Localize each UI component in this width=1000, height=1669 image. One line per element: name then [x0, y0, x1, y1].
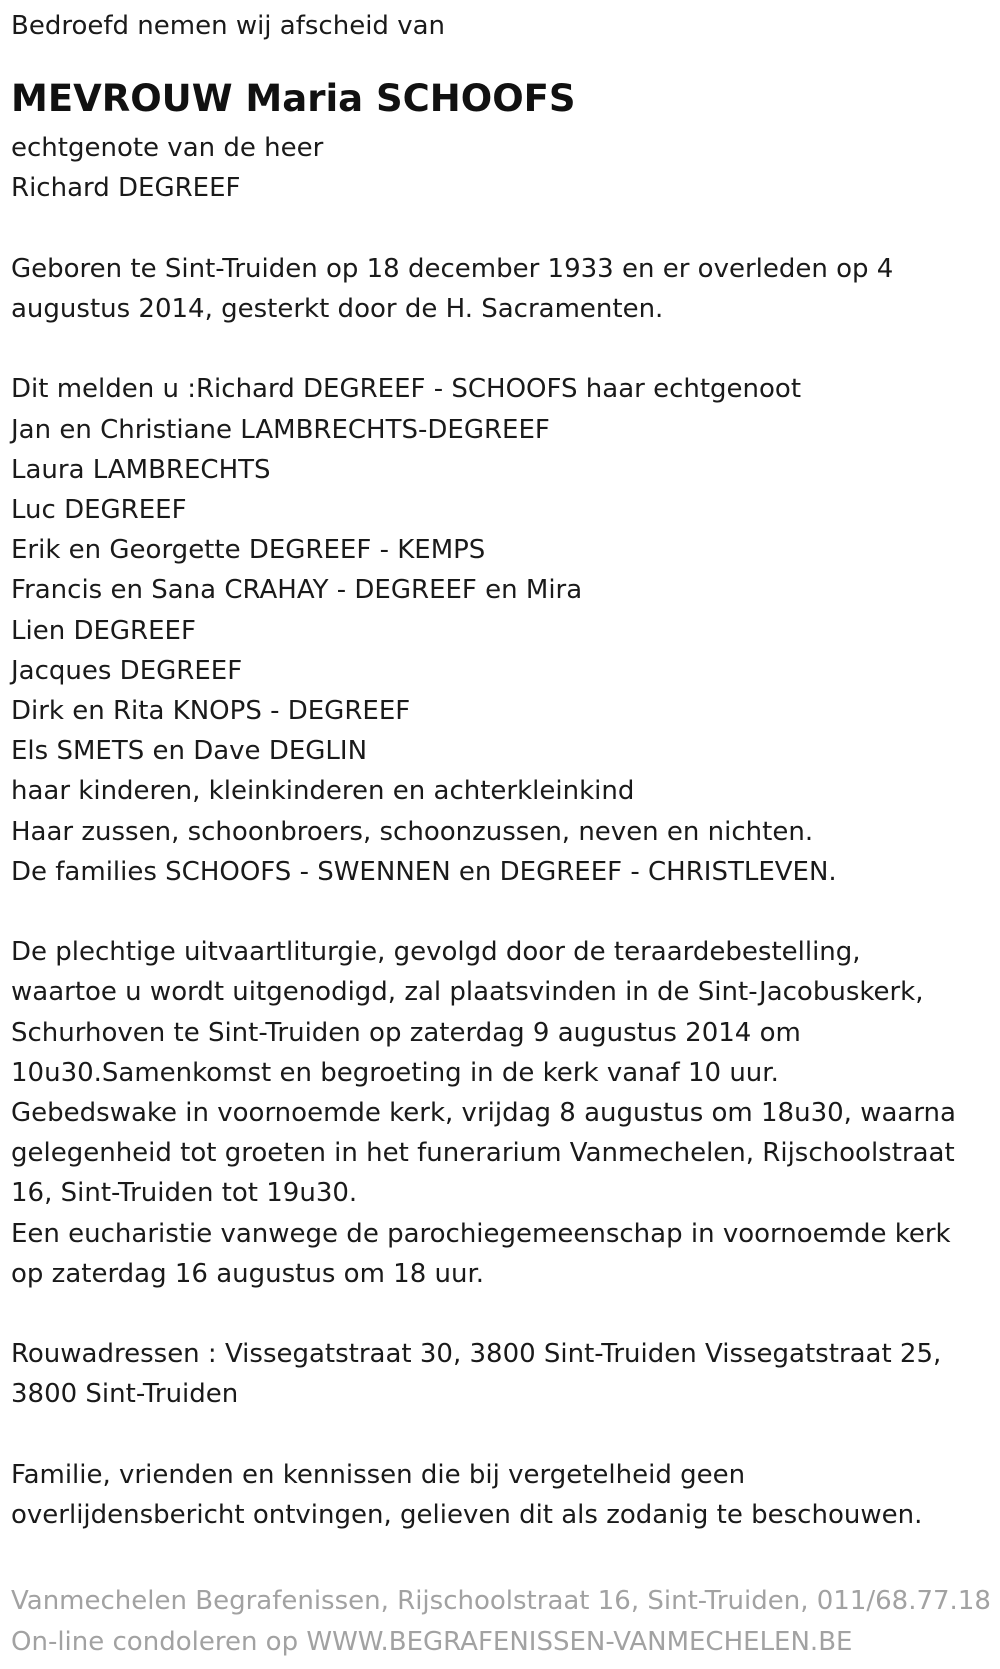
spacer	[11, 1415, 1000, 1455]
closing-line: Familie, vrienden en kennissen die bij vergetelheid geen	[11, 1459, 746, 1490]
spacer	[11, 209, 1000, 249]
family-line: Erik en Georgette DEGREEF - KEMPS	[11, 535, 486, 566]
family-line: Jan en Christiane LAMBRECHTS-DEGREEF	[11, 414, 550, 445]
family-line: Jacques DEGREEF	[11, 655, 243, 686]
birth-line: augustus 2014, gesterkt door de H. Sacramenten.	[11, 294, 664, 324]
ceremony-line: Een eucharistie vanwege de parochiegemeenschap in voornoemde kerk	[11, 1218, 951, 1249]
funeral-home-footer	[11, 1581, 1000, 1661]
ceremony-line: 10u30.Samenkomst en begroeting in de kerk vanaf 10 uur.	[11, 1057, 779, 1088]
address-line: 3800 Sint-Truiden	[11, 1379, 239, 1410]
deceased-name: MEVROUW Maria SCHOOFS	[11, 77, 576, 121]
mourning-addresses	[11, 1334, 1000, 1414]
intro-text: Bedroefd nemen wij afscheid van	[11, 11, 445, 41]
address-line: Rouwadressen : Vissegatstraat 30, 3800 Sint-Truiden Vissegatstraat 25,	[11, 1339, 942, 1370]
family-line: haar kinderen, kleinkinderen en achterkleinkind	[11, 776, 635, 807]
family-line: Lien DEGREEF	[11, 615, 196, 646]
spouse-line: echtgenote van de heer	[11, 133, 324, 164]
ceremony-line: 16, Sint-Truiden tot 19u30.	[11, 1178, 358, 1209]
family-line: Francis en Sana CRAHAY - DEGREEF en Mira	[11, 575, 583, 606]
family-line: Els SMETS en Dave DEGLIN	[11, 736, 368, 767]
spacer	[11, 329, 1000, 369]
ceremony-line: op zaterdag 16 augustus om 18 uur.	[11, 1258, 485, 1289]
ceremony-line: gelegenheid tot groeten in het funerarium Vanmechelen, Rijschoolstraat	[11, 1138, 955, 1169]
condolence-link[interactable]: On-line condoleren op WWW.BEGRAFENISSEN-VANMECHELEN.BE	[11, 1626, 853, 1657]
spouse-name: Richard DEGREEF	[11, 173, 241, 204]
family-line: Haar zussen, schoonbroers, schoonzussen, neven en nichten.	[11, 816, 814, 847]
ceremony-block	[11, 932, 1000, 1294]
family-line: Dit melden u :Richard DEGREEF - SCHOOFS haar echtgenoot	[11, 374, 802, 405]
birth-line: Geboren te Sint-Truiden op 18 december 1933 en er overleden op 4	[11, 253, 894, 284]
closing-note	[11, 1455, 1000, 1535]
spacer	[11, 892, 1000, 932]
family-line: Luc DEGREEF	[11, 495, 187, 525]
family-line: Dirk en Rita KNOPS - DEGREEF	[11, 696, 411, 727]
closing-line: overlijdensbericht ontvingen, gelieven dit als zodanig te beschouwen.	[11, 1500, 923, 1531]
spacer	[11, 1294, 1000, 1334]
ceremony-line: waartoe u wordt uitgenodigd, zal plaatsvinden in de Sint-Jacobuskerk,	[11, 977, 924, 1008]
family-list	[11, 369, 1000, 892]
funeral-home-info: Vanmechelen Begrafenissen, Rijschoolstraat 16, Sint-Truiden, 011/68.77.18	[11, 1586, 991, 1617]
ceremony-line: Schurhoven te Sint-Truiden op zaterdag 9 augustus 2014 om	[11, 1017, 801, 1048]
family-line: De families SCHOOFS - SWENNEN en DEGREEF - CHRISTLEVEN.	[11, 856, 837, 887]
ceremony-line: Gebedswake in voornoemde kerk, vrijdag 8 augustus om 18u30, waarna	[11, 1098, 956, 1129]
spacer	[11, 1535, 1000, 1575]
ceremony-line: De plechtige uitvaartliturgie, gevolgd door de teraardebestelling,	[11, 937, 861, 968]
family-line: Laura LAMBRECHTS	[11, 454, 271, 485]
